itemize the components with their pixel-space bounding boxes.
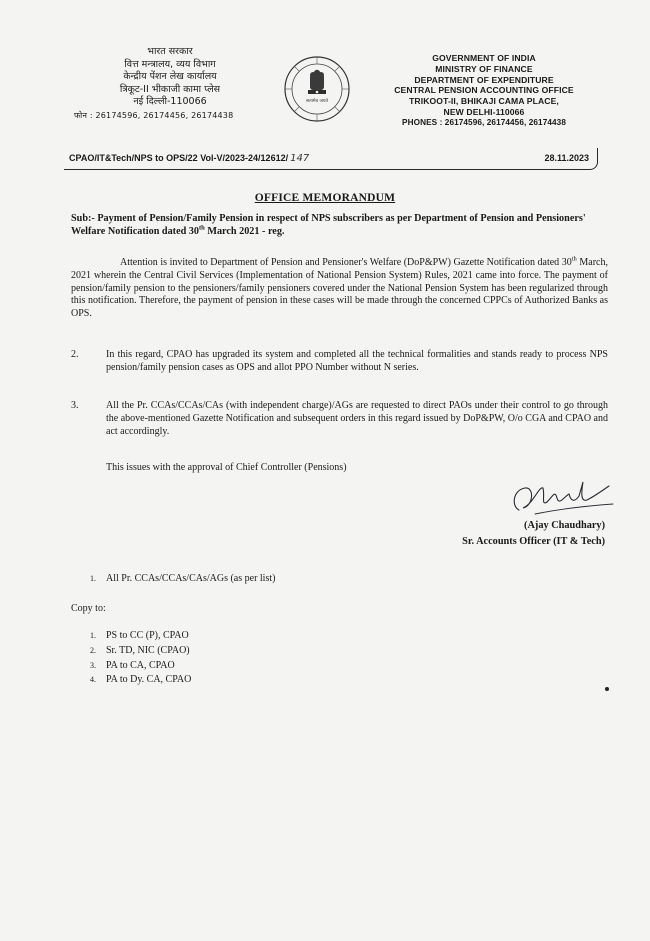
memo-date: 28.11.2023 [544,153,589,163]
stray-dot [605,687,609,691]
list-item-text: Sr. TD, NIC (CPAO) [106,644,190,656]
recipient-line [90,573,275,584]
paragraph-1-text: Attention is invited to Department of Pension and Pensioner's Welfare (DoP&PW) Gazette Notification dated 30 [120,257,572,268]
list-item [90,644,191,659]
page-title: OFFICE MEMORANDUM [254,192,396,204]
letterhead-english-line: GOVERNMENT OF INDIA [432,53,536,63]
letterhead-english-line: DEPARTMENT OF EXPENDITURE [414,74,554,85]
letterhead-english-line: TRIKOOT-II, BHIKAJI CAMA PLACE, [409,96,559,107]
letterhead-hindi-line: वित्त मन्त्रालय, व्यय विभाग [124,58,216,70]
list-item-text: PA to Dy. CA, CPAO [106,674,192,686]
letterhead-hindi-line: त्रिकूट-II भीकाजी कामा प्लेस [119,83,221,95]
list-item-text: PA to CA, CPAO [106,659,175,671]
letterhead-hindi-phone: फोन : 26174596, 26174456, 26174438 [74,110,234,120]
list-item-text: PS to CC (P), CPAO [106,630,189,641]
subject-text-end: March 2021 - reg. [204,226,285,237]
letterhead-hindi [70,46,270,122]
recipient-number: 1. [90,574,96,583]
national-emblem-icon [283,55,351,123]
emblem-motto: सत्यमेव जयते [305,99,329,104]
list-item-number: 4. [90,675,96,685]
signatory-block [462,518,605,550]
approval-note: This issues with the approval of Chief Controller (Pensions) [106,462,347,473]
subject-text: Sub:- Payment of Pension/Family Pension in respect of NPS subscribers as per Department of Pension and Pensioners' Welfare Notification dated 30 [71,213,586,237]
paragraph-1 [71,257,608,321]
paragraph-1-superscript: th [571,255,577,263]
paragraph-3-number: 3. [71,400,79,411]
letterhead-hindi-line: भारत सरकार [147,46,193,57]
reference-number-block [69,153,309,164]
list-item [90,629,191,644]
list-item [90,659,191,674]
letterhead-english-line: MINISTRY OF FINANCE [435,63,533,74]
reference-handwritten-number: 147 [290,153,310,164]
letterhead-hindi-line: केन्द्रीय पेंशन लेख कार्यालय [123,71,217,82]
list-item-number: 2. [90,645,96,655]
paragraph-2-number: 2. [71,349,79,360]
reference-number: CPAO/IT&Tech/NPS to OPS/22 Vol-V/2023-24/12612/ [69,153,289,163]
letterhead-english-line: CENTRAL PENSION ACCOUNTING OFFICE [394,85,574,96]
subject-superscript: th [199,224,205,232]
recipient-text: All Pr. CCAs/CCAs/CAs/AGs (as per list) [106,573,276,584]
list-item-number: 1. [90,631,96,640]
letterhead-english-line: NEW DELHI-110066 [443,106,525,117]
signature-icon [505,476,615,522]
list-item [90,673,191,688]
paragraph-3: All the Pr. CCAs/CCAs/CAs (with independent charge)/AGs are requested to direct PAOs under their control to go through the above-mentioned Gazette Notification and subsequent orders in this regard issued by DoP&PW, O/o CGA and CPAO and act accordingly. [106,400,608,437]
signatory-designation: Sr. Accounts Officer (IT & Tech) [462,536,605,547]
reference-box [64,148,598,170]
letterhead-hindi-line: नई दिल्ली-110066 [133,96,207,107]
signatory-name: (Ajay Chaudhary) [524,520,605,531]
letterhead-english [364,53,604,129]
list-item-number: 3. [90,660,96,670]
copy-to-list [90,629,191,688]
copy-to-label: Copy to: [71,603,106,614]
paragraph-2: In this regard, CPAO has upgraded its system and completed all the technical formalities and stands ready to process NPS pension/family pension cases as OPS and allot PPO Number without N series. [106,349,608,373]
subject-line [71,212,607,238]
letterhead-english-phone: PHONES : 26174596, 26174456, 26174438 [402,117,566,127]
paragraph-1-text-end: March, 2021 wherein the Central Civil Services (Implementation of National Pension System) Rules, 2021 came into force. The payment of pension/family pension to the pensioners/family pensioners covered under the National Pension System has been regularized through this notification. Therefore, the payment of pension in these cases will be made through the concerned CPPCs of Authorized Banks as OPS. [71,257,608,320]
